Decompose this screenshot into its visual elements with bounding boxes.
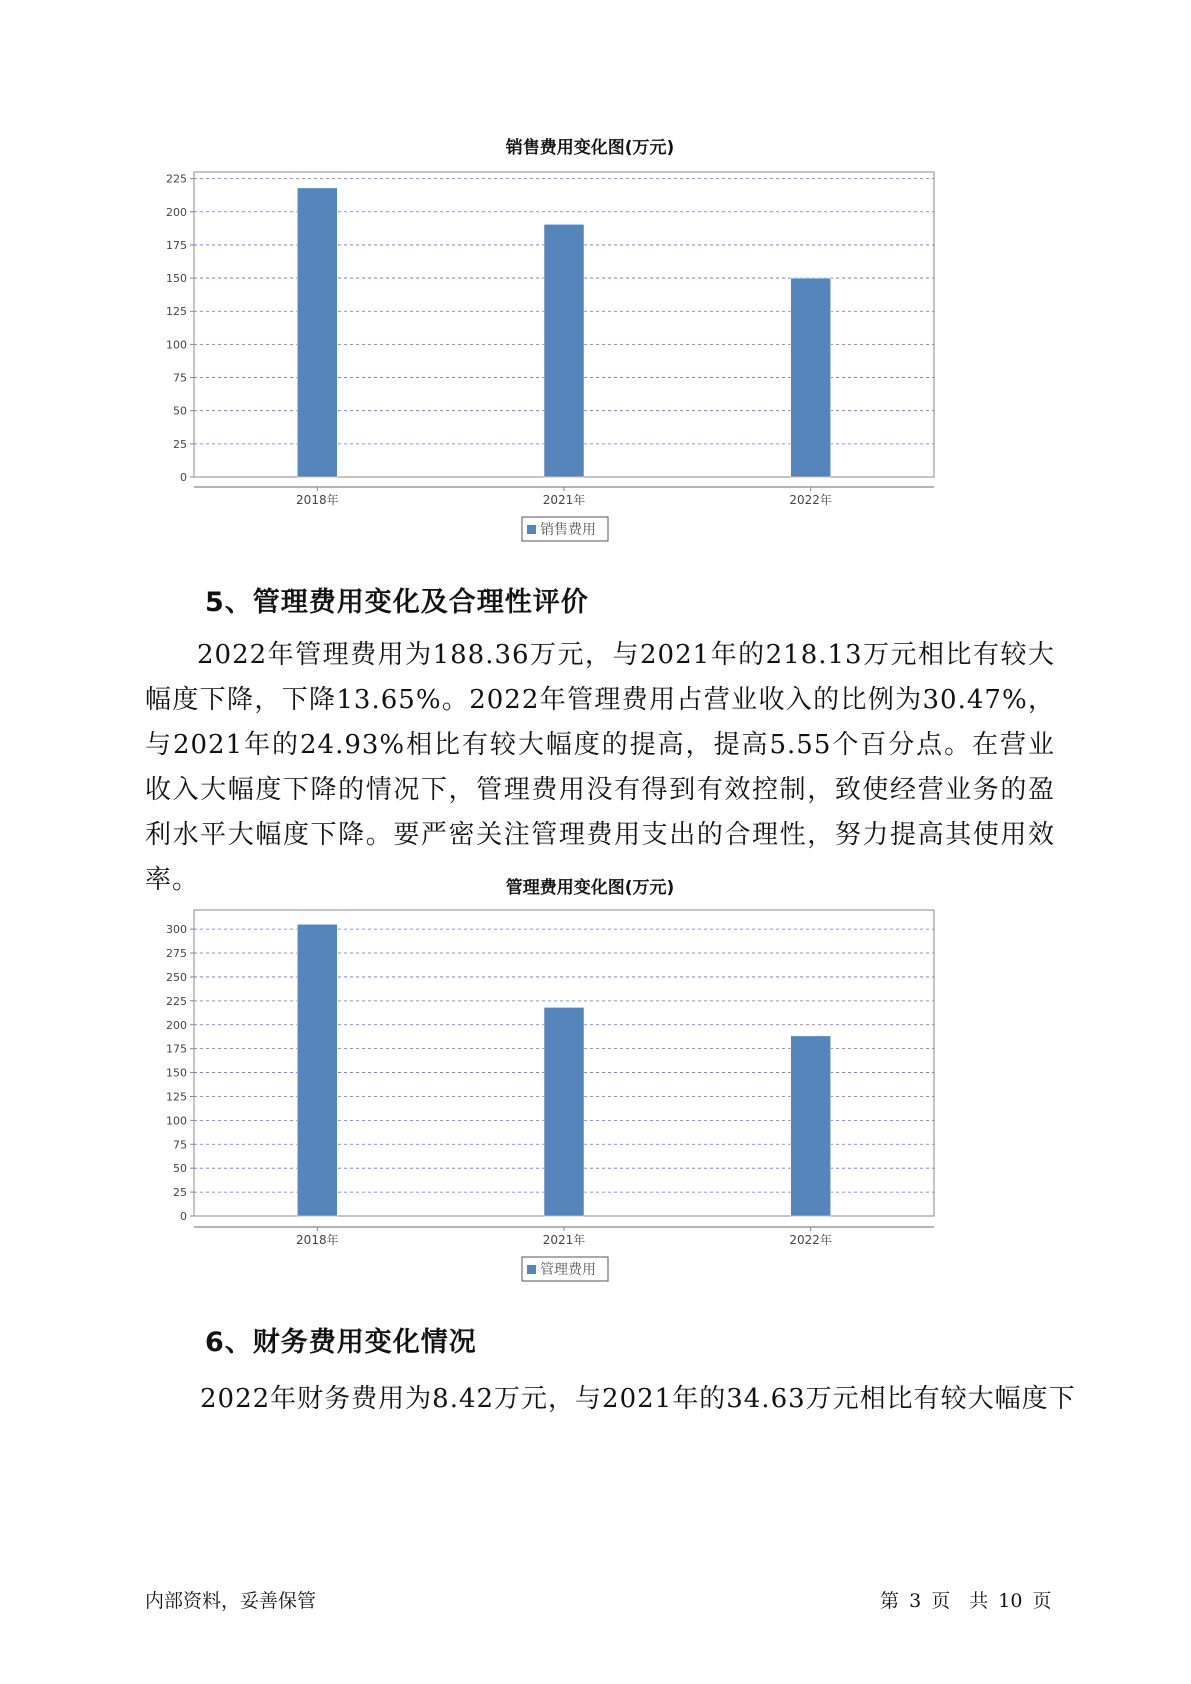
y-tick-label: 200 <box>166 1018 187 1032</box>
chart-title: 销售费用变化图(万元) <box>505 138 675 158</box>
section5-heading: 5、管理费用变化及合理性评价 <box>205 587 589 618</box>
section6-heading: 6、财务费用变化情况 <box>205 1327 477 1358</box>
y-tick-label: 125 <box>166 305 187 319</box>
y-tick-label: 175 <box>166 1042 187 1056</box>
bar <box>297 924 337 1216</box>
page-suffix: 页 <box>1032 1590 1052 1612</box>
y-tick-label: 25 <box>173 437 187 451</box>
bar <box>791 1036 831 1216</box>
footer-confidential-note: 内部资料，妥善保管 <box>145 1590 317 1612</box>
sales-expense-chart-svg <box>160 130 1020 550</box>
admin-expense-chart <box>160 870 1020 1300</box>
x-tick-label: 2022年 <box>789 1233 832 1247</box>
bar <box>544 224 584 477</box>
y-tick-label: 25 <box>173 1186 187 1200</box>
bar <box>544 1007 584 1216</box>
page-current: 3 <box>909 1590 922 1612</box>
legend-label: 销售费用 <box>540 522 596 538</box>
y-tick-label: 100 <box>166 1114 187 1128</box>
x-tick-label: 2018年 <box>296 1233 339 1247</box>
bar <box>791 278 831 477</box>
y-tick-label: 0 <box>180 1210 187 1223</box>
admin-expense-chart-svg <box>160 870 1020 1300</box>
sales-expense-chart <box>160 130 1020 550</box>
y-tick-label: 225 <box>166 172 187 186</box>
bar <box>297 188 337 477</box>
y-tick-label: 200 <box>166 205 187 219</box>
y-tick-label: 125 <box>166 1090 187 1104</box>
x-tick-label: 2021年 <box>542 1233 586 1247</box>
y-tick-label: 175 <box>166 238 187 252</box>
y-tick-label: 250 <box>166 970 187 984</box>
y-tick-label: 225 <box>166 994 187 1008</box>
legend-swatch <box>527 1265 536 1274</box>
y-tick-label: 75 <box>173 1138 187 1152</box>
section5-paragraph: 2022年管理费用为188.36万元，与2021年的218.13万元相比有较大幅度下降，下降13.65%。2022年管理费用占营业收入的比例为30.47%，与2021年的24.93%相比有较大幅度的提高，提高5.55个百分点。在营业收入大幅度下降的情况下，管理费用没有得到有效控制，致使经营业务的盈利水平大幅度下降。要严密关注管理费用支出的合理性，努力提高其使用效率。 <box>145 640 1055 895</box>
page-mid: 页 共 <box>931 1590 989 1612</box>
y-tick-label: 50 <box>173 1162 187 1176</box>
y-tick-label: 150 <box>166 1066 187 1080</box>
y-tick-label: 100 <box>166 338 187 352</box>
footer-page-number <box>880 1586 1056 1613</box>
y-tick-label: 75 <box>173 371 187 385</box>
y-tick-label: 150 <box>166 272 187 286</box>
chart-title: 管理费用变化图(万元) <box>505 878 675 898</box>
page-prefix: 第 <box>880 1590 900 1612</box>
x-tick-label: 2021年 <box>542 493 586 507</box>
legend-swatch <box>527 525 536 534</box>
y-tick-label: 50 <box>173 404 187 418</box>
y-tick-label: 300 <box>166 923 187 937</box>
y-tick-label: 275 <box>166 947 187 961</box>
y-tick-label: 0 <box>180 471 187 484</box>
x-tick-label: 2022年 <box>789 493 832 507</box>
section6-paragraph: 2022年财务费用为8.42万元，与2021年的34.63万元相比有较大幅度下 <box>200 1384 1076 1414</box>
legend-label: 管理费用 <box>540 1262 596 1278</box>
x-tick-label: 2018年 <box>296 493 339 507</box>
page-total: 10 <box>998 1590 1023 1612</box>
